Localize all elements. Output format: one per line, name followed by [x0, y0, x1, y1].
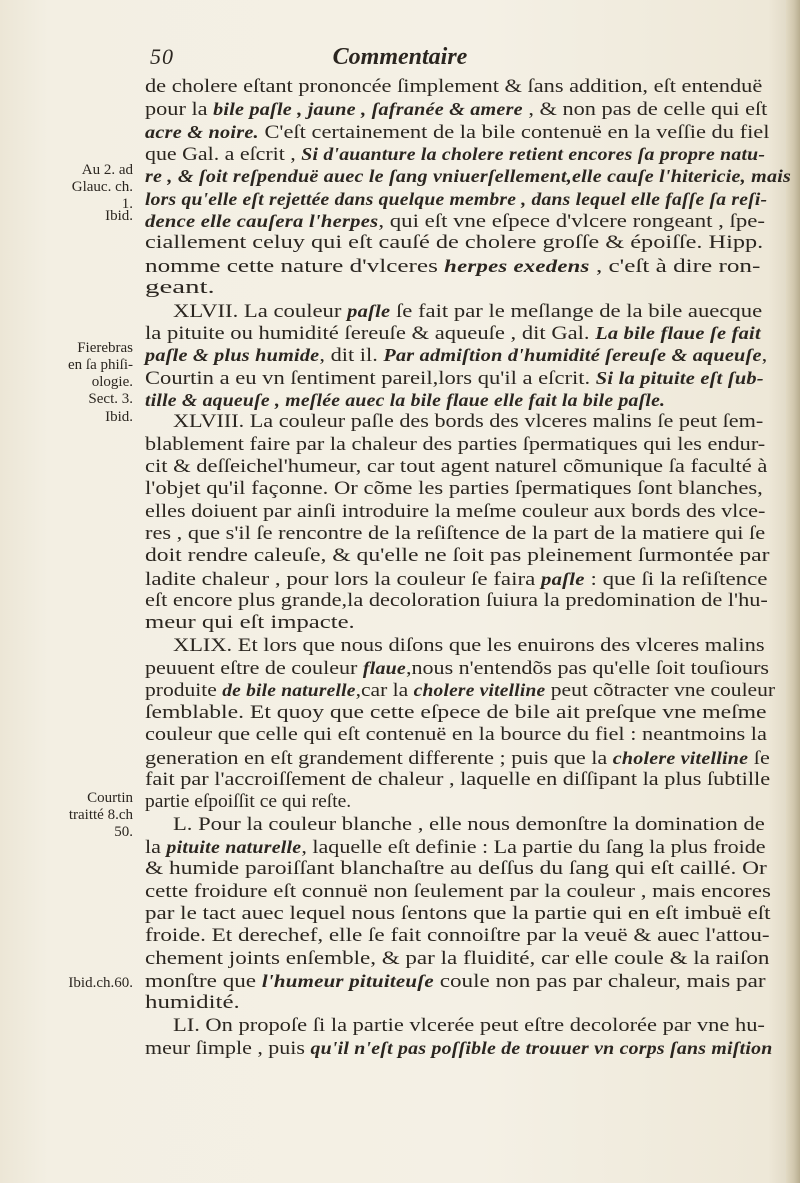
- text-run: cit & deſſeichel'humeur, car tout agent naturel cõmunique ſa faculté à: [145, 455, 768, 477]
- margin-note-line: 1.: [121, 196, 133, 212]
- text-run: produite: [145, 680, 223, 702]
- text-run: doit rendre caleuſe, & qu'elle ne ſoit pas pleinement ſurmontée par: [145, 545, 770, 567]
- margin-note-line: en ſa phiſi-: [68, 357, 133, 373]
- text-line: [145, 344, 767, 367]
- text-line: [173, 300, 762, 323]
- text-run: blablement faire par la chaleur des parties ſpermatiques qui les endur-: [145, 433, 766, 455]
- text-run: la: [145, 836, 167, 858]
- text-run: coule non pas par chaleur, mais par: [433, 971, 766, 992]
- text-line: [145, 568, 767, 591]
- text-line: [145, 724, 767, 746]
- text-run: ladite chaleur , pour lors la couleur ſe faira: [145, 568, 542, 590]
- margin-note-line: Courtin: [87, 790, 133, 806]
- text-line: [145, 501, 765, 523]
- italic-run: cholere vitelline: [413, 680, 546, 701]
- margin-note: [8, 162, 133, 213]
- text-line: [145, 76, 762, 98]
- text-run: LI. On propoſe ſi la partie vlcerée peut eſtre decolorée par vne hu-: [173, 1014, 765, 1036]
- italic-run: paſle: [541, 568, 585, 589]
- page-number: 50: [150, 44, 174, 69]
- text-line: [145, 747, 770, 770]
- text-run: peuuent eſtre de couleur: [145, 658, 363, 680]
- text-line: [145, 590, 768, 612]
- italic-run: cholere vitelline: [612, 747, 749, 768]
- margin-note: [8, 975, 133, 992]
- text-run: XLVIII. La couleur paſle des bords des vlceres malins ſe peut ſem-: [173, 411, 764, 433]
- text-run: monſtre que: [145, 971, 262, 992]
- text-run: froide. Et derechef, elle ſe fait connoiſtre par la veuë & auec l'attou-: [145, 925, 770, 947]
- text-run: , qui eſt vne eſpece d'vlcere rongeant , ſpe-: [378, 211, 766, 233]
- text-line: [145, 925, 770, 947]
- text-line: [145, 434, 765, 456]
- text-run: , laquelle eſt definie : La partie du ſang la plus froide: [301, 836, 766, 858]
- italic-run: acre & noire.: [145, 121, 259, 142]
- text-line: [173, 635, 765, 657]
- text-run: eſt encore plus grande,la decoloration ſuiura la predomination de l'hu-: [145, 590, 768, 612]
- margin-note-line: Au 2. ad: [81, 162, 133, 178]
- italic-run: lors qu'elle eſt rejettée dans quelque membre , dans lequel elle faſſe ſa reſi-: [145, 188, 768, 209]
- text-run: par le tact auec lequel nous ſentons que la partie qui en eſt imbuë eſt: [145, 902, 771, 924]
- italic-run: bile paſle , jaune , ſafranée & amere: [213, 99, 523, 120]
- text-line: [145, 523, 765, 545]
- text-run: cette froidure eſt connuë non ſeulement par la couleur , mais encores: [145, 880, 771, 902]
- text-run: ciallement celuy qui eſt cauſé de cholere groſſe & époiſſe. Hipp.: [145, 232, 764, 254]
- italic-run: pituite naturelle: [166, 836, 302, 857]
- text-run: peut cõtracter vne couleur: [545, 680, 776, 702]
- text-run: Courtin a eu vn ſentiment pareil,lors qu'il a eſcrit.: [145, 367, 596, 389]
- text-run: geant.: [145, 277, 215, 299]
- text-run: chement joints enſemble, & par la fluidité, car elle coule & la raiſon: [145, 947, 770, 969]
- margin-note-line: Ibid.: [105, 208, 133, 224]
- text-line: [145, 769, 770, 791]
- italic-run: Si la pituite eſt ſub-: [595, 367, 764, 388]
- text-run: nomme cette nature d'vlceres: [145, 255, 445, 277]
- italic-run: re , & ſoit reſpenduë auec le ſang vniuerſellement,elle cauſe l'hitericie, mais: [145, 166, 792, 187]
- text-run: : que ſi la reſiſtence: [584, 568, 768, 590]
- text-run: res , que s'il ſe rencontre de la reſiſtence de la part de la matiere qui ſe: [145, 523, 766, 544]
- margin-note: [8, 409, 133, 426]
- text-line: [145, 277, 215, 299]
- text-run: elles doiuent par ainſi introduire la meſme couleur aux bords des vlce-: [145, 500, 766, 522]
- text-line: [145, 98, 767, 121]
- text-run: L. Pour la couleur blanche , elle nous demonſtre la domination de: [173, 813, 765, 835]
- margin-note: [8, 790, 133, 841]
- text-line: [145, 121, 770, 144]
- margin-note: [8, 340, 133, 408]
- text-line: [145, 1037, 773, 1060]
- text-run: fait par l'accroiſſement de chaleur , laquelle en diſſipant la plus ſubtille: [145, 768, 771, 790]
- italic-run: Si d'auanture la cholere retient encores ſa propre natu-: [301, 144, 766, 165]
- text-line: [145, 165, 791, 188]
- text-run: XLVII. La couleur: [173, 300, 348, 322]
- text-line: [145, 478, 763, 500]
- margin-note-line: Ibid.: [105, 409, 133, 425]
- text-run: que Gal. a eſcrit ,: [145, 144, 302, 166]
- italic-run: l'humeur pituiteuſe: [261, 971, 434, 991]
- text-line: [145, 657, 769, 680]
- text-run: C'eſt certainement de la bile contenuë en la veſſie du fiel: [258, 121, 770, 143]
- text-line: [145, 858, 767, 880]
- margin-note-line: 50.: [114, 824, 133, 840]
- text-line: [145, 367, 764, 390]
- text-run: & humide paroiſſant blanchaſtre au deſſus du ſang qui eſt caillé. Or: [145, 858, 767, 880]
- text-run: meur qui eſt impacte.: [145, 612, 355, 634]
- margin-note-line: Fierebras: [77, 340, 133, 356]
- text-line: [145, 188, 767, 211]
- italic-run: herpes exedens: [444, 255, 590, 276]
- text-run: pour la: [145, 99, 214, 121]
- text-line: [145, 970, 766, 993]
- text-line: [145, 836, 766, 859]
- text-run: XLIX. Et lors que nous diſons que les enuirons des vlceres malins: [173, 634, 765, 656]
- text-line: [145, 791, 351, 813]
- text-run: ,nous n'entendõs pas qu'elle ſoit touſiours: [405, 658, 769, 680]
- text-run: ſe: [748, 747, 770, 769]
- text-line: [173, 814, 765, 836]
- italic-run: flaue: [362, 658, 406, 679]
- margin-note-line: ologie.: [91, 374, 133, 390]
- text-line: [145, 322, 761, 345]
- text-line: [145, 992, 240, 1014]
- text-run: , dit il.: [319, 345, 384, 367]
- italic-run: paſle & plus humide: [145, 345, 320, 366]
- text-run: de cholere eſtant prononcée ſimplement & ſans addition, eſt entenduë: [145, 76, 763, 97]
- text-line: [145, 679, 775, 702]
- page-header: [0, 44, 800, 74]
- text-run: partie eſpoiſſit ce qui reſte.: [145, 791, 352, 813]
- italic-run: de bile naturelle: [222, 680, 356, 701]
- text-run: meur ſimple , puis: [145, 1038, 311, 1060]
- text-run: ,: [761, 345, 768, 367]
- text-line: [145, 881, 771, 903]
- text-line: [145, 948, 769, 970]
- margin-note-line: traitté 8.ch: [68, 807, 133, 823]
- text-line: [145, 702, 766, 724]
- text-run: la pituite ou humidité ſereuſe & aqueuſe , dit Gal.: [145, 322, 596, 344]
- text-line: [145, 232, 763, 254]
- text-line: [145, 456, 767, 478]
- italic-run: La bile flaue ſe fait: [595, 322, 761, 343]
- margin-note-line: Sect. 3.: [88, 391, 133, 407]
- text-run: , c'eſt à dire ron-: [589, 255, 761, 277]
- text-line: [173, 1015, 765, 1037]
- text-line: [145, 612, 355, 634]
- italic-run: tille & aqueuſe , meſlée auec la bile flaue elle fait la bile paſle.: [145, 389, 666, 410]
- text-run: , & non pas de celle qui eſt: [522, 99, 768, 121]
- margin-note-line: Glauc. ch.: [71, 179, 133, 195]
- running-title: Commentaire: [332, 44, 468, 70]
- text-run: humidité.: [145, 992, 240, 1014]
- text-run: l'objet qu'il façonne. Or cõme les parties ſpermatiques ſont blanches,: [145, 478, 763, 500]
- text-line: [145, 143, 765, 166]
- text-line: [173, 411, 763, 433]
- italic-run: dence elle cauſera l'herpes: [145, 211, 379, 232]
- text-run: ,car la: [355, 680, 414, 702]
- italic-run: Par admiſtion d'humidité ſereuſe & aqueuſe: [383, 345, 762, 366]
- italic-run: qu'il n'eſt pas poſſible de trouuer vn corps ſans miſtion: [310, 1038, 773, 1059]
- margin-note-line: Ibid.ch.60.: [68, 975, 133, 991]
- text-run: couleur que celle qui eſt contenuë en la bource du fiel : neantmoins la: [145, 724, 767, 746]
- margin-note: [8, 208, 133, 225]
- text-line: [145, 903, 771, 925]
- text-line: [145, 255, 760, 278]
- text-line: [145, 545, 769, 567]
- italic-run: paſle: [347, 300, 391, 321]
- text-run: generation en eſt grandement differente ; puis que la: [145, 747, 613, 769]
- text-run: ſemblable. Et quoy que cette eſpece de bile ait preſque vne meſme: [145, 701, 767, 723]
- text-run: ſe fait par le meſlange de la bile auecque: [390, 300, 763, 322]
- text-line: [145, 389, 665, 412]
- text-line: [145, 210, 765, 233]
